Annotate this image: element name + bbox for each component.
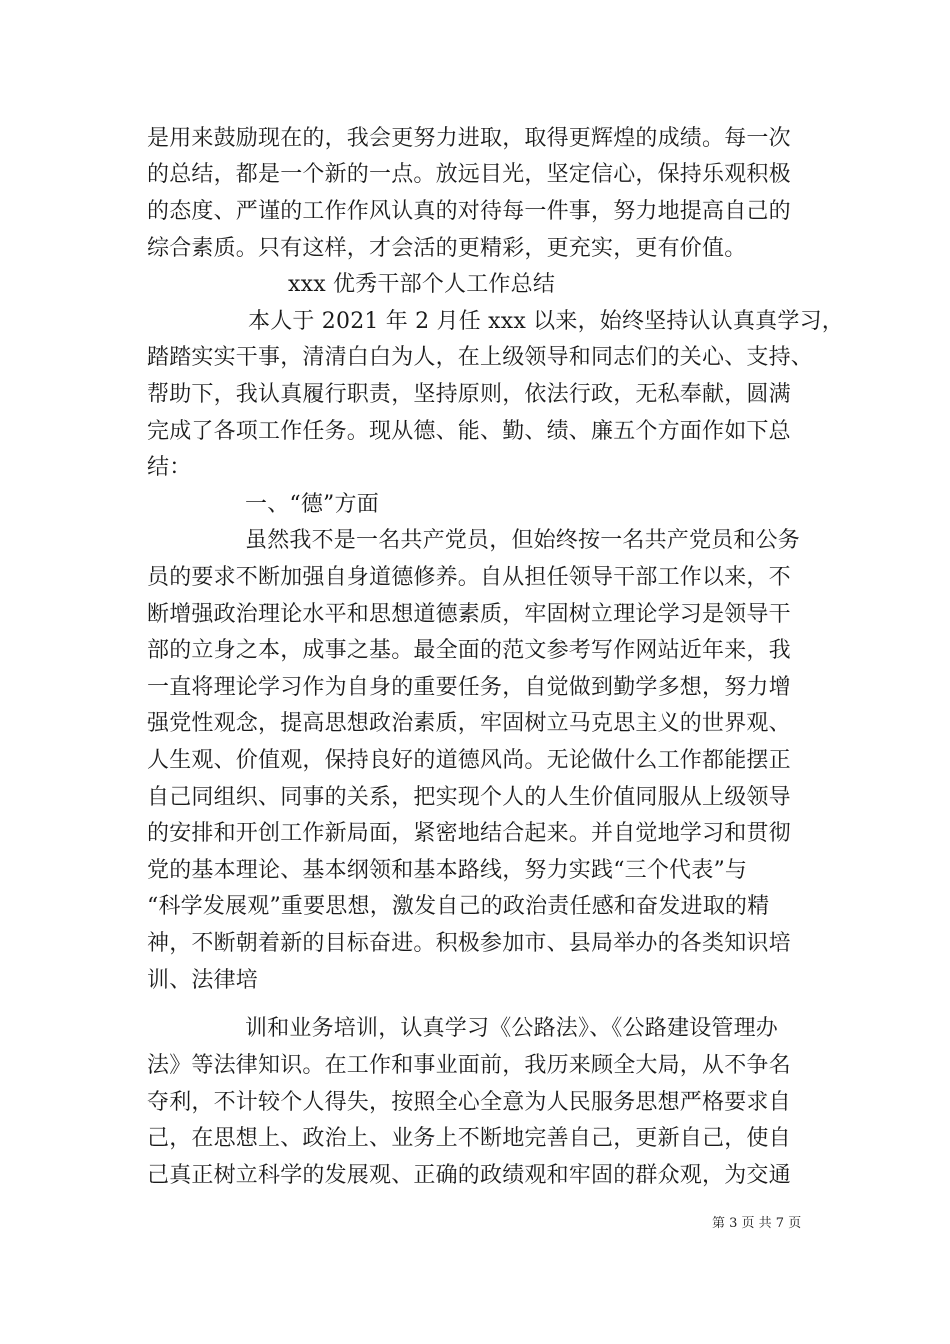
text-line: 神，不断朝着新的目标奋进。积极参加市、县局举办的各类知识培	[147, 931, 791, 956]
text-line: 自己同组织、同事的关系，把实现个人的人生价值同服从上级领导	[147, 785, 791, 810]
text-line: 踏踏实实干事，清清白白为人，在上级领导和同志们的关心、支持、	[147, 345, 814, 370]
text-line: 法》等法律知识。在工作和事业面前，我历来顾全大局，从不争名	[147, 1053, 791, 1078]
text-line: 综合素质。只有这样，才会活的更精彩，更充实，更有价值。	[147, 236, 747, 261]
text-line: 己，在思想上、政治上、业务上不断地完善自己，更新自己，使自	[147, 1126, 791, 1151]
text-line: “科学发展观”重要思想，激发自己的政治责任感和奋发进取的精	[147, 894, 770, 919]
text-line: 本人于 2021 年 2 月任 xxx 以来，始终坚持认认真真学习，	[248, 309, 844, 334]
text-line: 部的立身之本，成事之基。最全面的范文参考写作网站近年来，我	[147, 638, 791, 663]
text-line: 结：	[147, 455, 192, 480]
text-line: 的安排和开创工作新局面，紧密地结合起来。并自觉地学习和贯彻	[147, 821, 791, 846]
text-line: 训和业务培训，认真学习《公路法》、《公路建设管理办	[245, 1016, 779, 1041]
text-line: 虽然我不是一名共产党员，但始终按一名共产党员和公务	[245, 528, 801, 553]
text-line: 夺利，不计较个人得失，按照全心全意为人民服务思想严格要求自	[147, 1090, 791, 1115]
text-line: 己真正树立科学的发展观、正确的政绩观和牢固的群众观，为交通	[147, 1163, 791, 1188]
section-title: xxx 优秀干部个人工作总结	[288, 272, 556, 297]
text-line: 强党性观念，提高思想政治素质，牢固树立马克思主义的世界观、	[147, 711, 791, 736]
text-line: 人生观、价值观，保持良好的道德风尚。无论做什么工作都能摆正	[147, 748, 791, 773]
page-number-footer: 第 3 页 共 7 页	[712, 1216, 802, 1231]
text-line: 党的基本理论、基本纲领和基本路线，努力实践“三个代表”与	[147, 858, 748, 883]
text-line: 完成了各项工作任务。现从德、能、勤、绩、廉五个方面作如下总	[147, 419, 791, 444]
text-line: 的态度、严谨的工作作风认真的对待每一件事，努力地提高自己的	[147, 199, 791, 224]
text-line: 断增强政治理论水平和思想道德素质，牢固树立理论学习是领导干	[147, 602, 791, 627]
text-line: 帮助下，我认真履行职责，坚持原则，依法行政，无私奉献，圆满	[147, 382, 791, 407]
section-heading: 一、“德”方面	[245, 492, 379, 517]
text-line: 员的要求不断加强自身道德修养。自从担任领导干部工作以来，不	[147, 565, 791, 590]
text-line: 训、法律培	[147, 968, 259, 993]
text-line: 一直将理论学习作为自身的重要任务，自觉做到勤学多想，努力增	[147, 675, 791, 700]
text-line: 是用来鼓励现在的，我会更努力进取，取得更辉煌的成绩。每一次	[147, 126, 791, 151]
text-line: 的总结，都是一个新的一点。放远目光，坚定信心，保持乐观积极	[147, 162, 791, 187]
